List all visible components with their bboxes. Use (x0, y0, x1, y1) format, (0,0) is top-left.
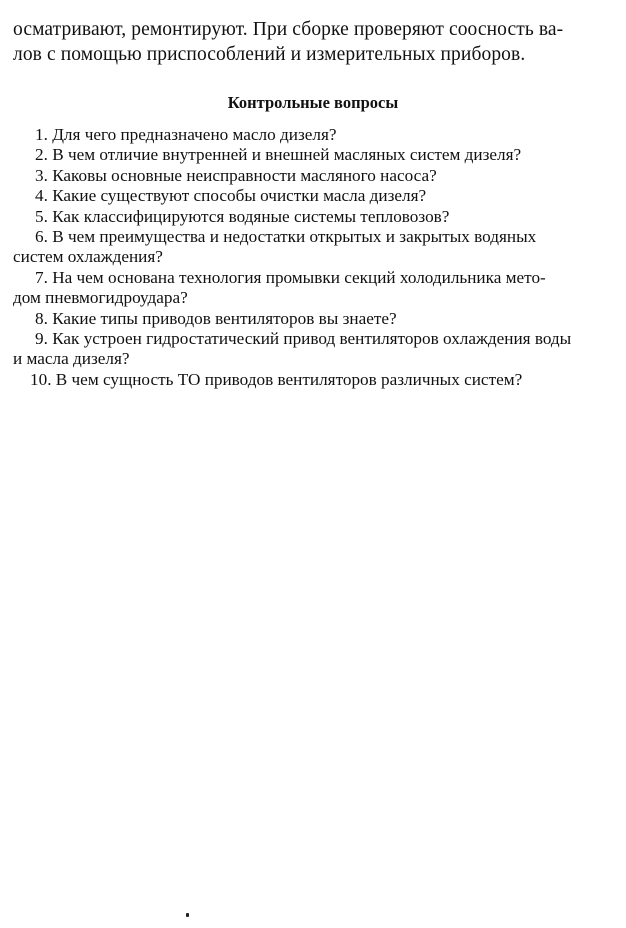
question-item (13, 227, 613, 268)
question-item (13, 268, 613, 309)
question-text-continued: и масла дизеля? (13, 349, 130, 369)
question-item (13, 125, 613, 145)
question-text: 2. В чем отличие внутренней и внешней масляных систем дизеля? (35, 145, 522, 165)
question-item (13, 186, 613, 206)
intro-paragraph (13, 17, 609, 67)
question-text-continued: систем охлаждения? (13, 247, 163, 267)
question-item (13, 166, 613, 186)
scan-speck (186, 913, 189, 917)
question-text: 7. На чем основана технология промывки секций холодильника мето- (35, 267, 546, 287)
question-text: 3. Каковы основные неисправности масляного насоса? (35, 165, 437, 185)
question-text: 9. Как устроен гидростатический привод вентиляторов охлаждения воды (35, 329, 572, 349)
question-item (13, 329, 613, 370)
question-item (13, 309, 613, 329)
question-item (13, 370, 613, 390)
questions-list (13, 125, 613, 390)
question-item (13, 207, 613, 227)
intro-line: осматривают, ремонтируют. При сборке проверяют соосность ва- (13, 19, 564, 40)
question-item (13, 145, 613, 165)
question-text: 10. В чем сущность ТО приводов вентиляторов различных систем? (30, 369, 523, 389)
section-heading: Контрольные вопросы (227, 93, 399, 112)
question-text-continued: дом пневмогидроудара? (13, 288, 188, 308)
question-text: 5. Как классифицируются водяные системы тепловозов? (35, 206, 450, 226)
question-text: 1. Для чего предназначено масло дизеля? (35, 125, 337, 144)
question-text: 6. В чем преимущества и недостатки открытых и закрытых водяных (35, 227, 537, 247)
question-text: 4. Какие существуют способы очистки масла дизеля? (35, 186, 427, 206)
intro-line: лов с помощью приспособлений и измерительных приборов. (13, 44, 526, 65)
question-text: 8. Какие типы приводов вентиляторов вы знаете? (35, 308, 397, 328)
